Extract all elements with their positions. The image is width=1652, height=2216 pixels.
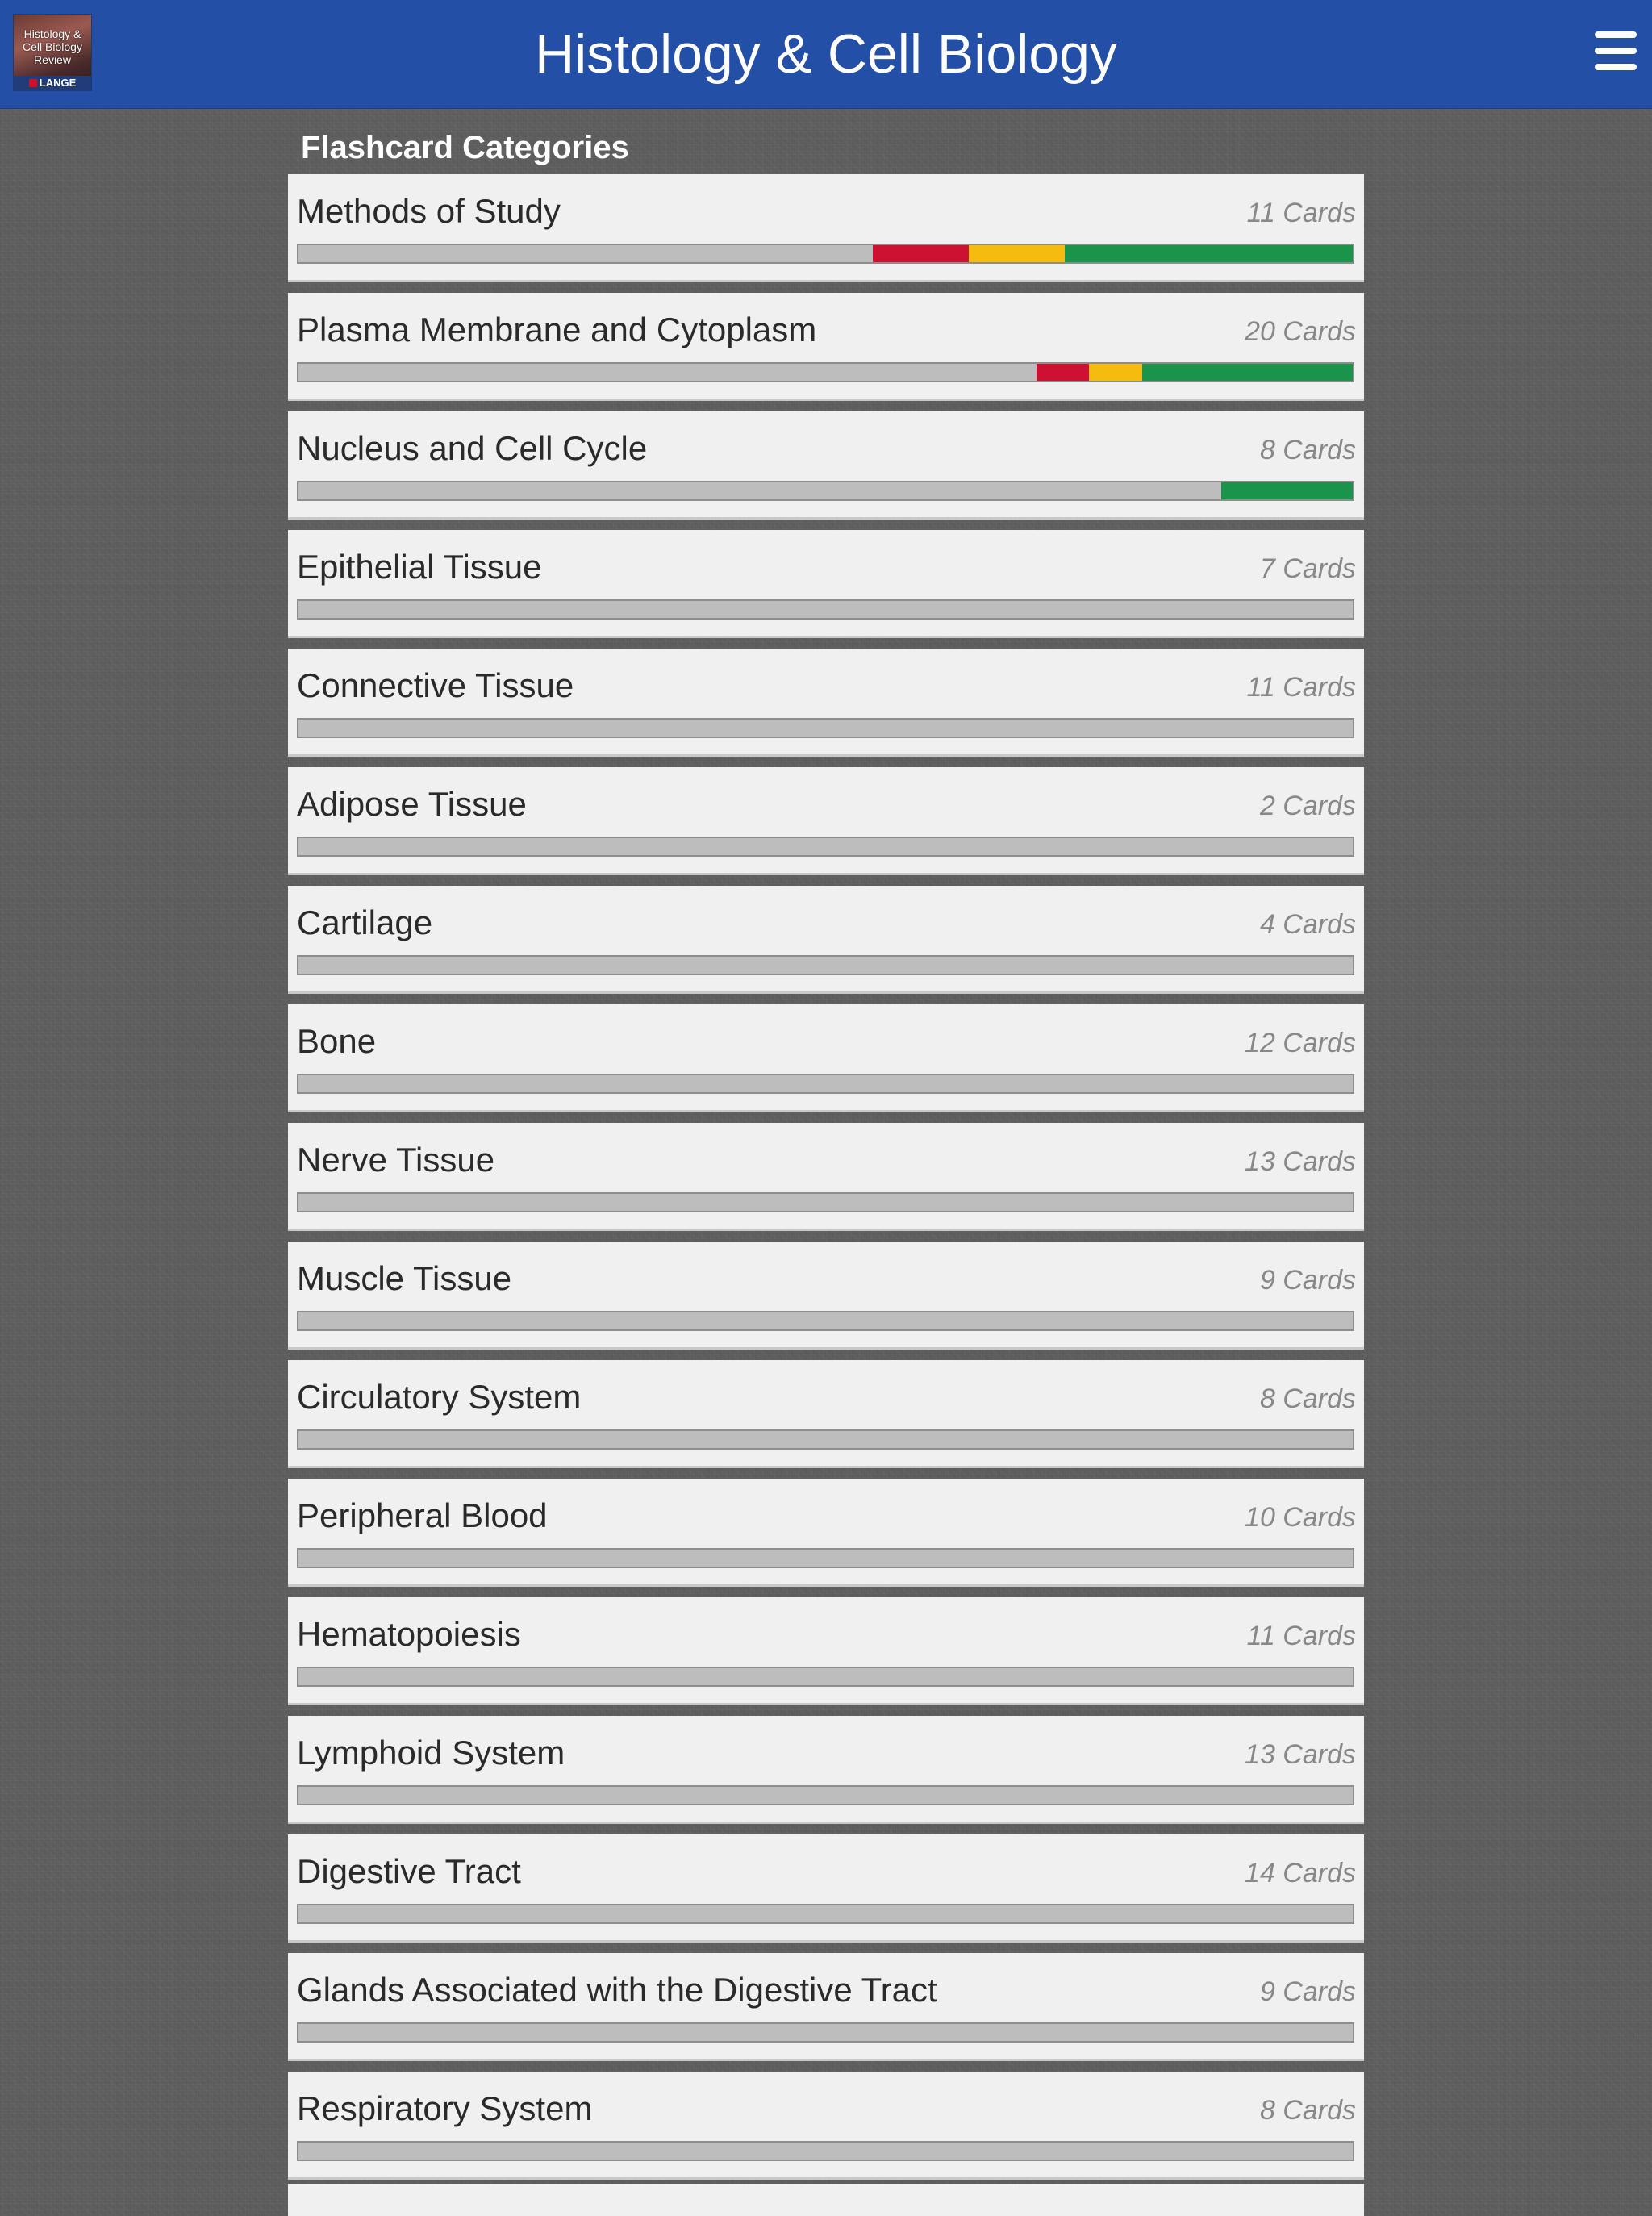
progress-bar	[297, 1429, 1354, 1450]
category-card[interactable]	[288, 1479, 1364, 1587]
category-name: Hematopoiesis	[297, 1615, 521, 1653]
category-card-count: 2 Cards	[1259, 791, 1356, 821]
category-card-count: 8 Cards	[1259, 2095, 1356, 2126]
progress-segment-yellow	[1089, 364, 1141, 381]
category-list	[288, 174, 1364, 2190]
category-card[interactable]	[288, 1953, 1364, 2061]
category-name: Lymphoid System	[297, 1734, 565, 1772]
category-card-count: 9 Cards	[1259, 1265, 1356, 1296]
app-logo[interactable]	[14, 15, 91, 90]
category-card[interactable]	[288, 411, 1364, 520]
category-name: Muscle Tissue	[297, 1259, 512, 1297]
category-card-partial[interactable]	[288, 2184, 1364, 2216]
progress-bar	[297, 1192, 1354, 1212]
lange-mark-icon	[29, 79, 37, 87]
category-card[interactable]	[288, 530, 1364, 638]
progress-bar	[297, 718, 1354, 738]
category-card[interactable]	[288, 886, 1364, 994]
category-card[interactable]	[288, 1834, 1364, 1943]
category-name: Plasma Membrane and Cytoplasm	[297, 311, 817, 348]
progress-bar	[297, 244, 1354, 264]
progress-segment-green	[1065, 245, 1353, 262]
progress-bar	[297, 362, 1354, 382]
category-name: Nerve Tissue	[297, 1141, 495, 1179]
progress-segment-yellow	[969, 245, 1065, 262]
category-card[interactable]	[288, 1716, 1364, 1824]
progress-bar	[297, 2141, 1354, 2161]
category-card-count: 7 Cards	[1259, 553, 1356, 584]
category-name: Methods of Study	[297, 192, 561, 230]
progress-bar	[297, 599, 1354, 620]
category-card-count: 11 Cards	[1246, 672, 1356, 703]
category-name: Cartilage	[297, 904, 433, 941]
category-card-count: 8 Cards	[1259, 435, 1356, 465]
progress-bar	[297, 955, 1354, 975]
progress-segment-red	[1037, 364, 1089, 381]
category-card[interactable]	[288, 767, 1364, 875]
category-card-count: 11 Cards	[1246, 1621, 1356, 1651]
hamburger-menu-icon	[1595, 31, 1637, 38]
category-card[interactable]	[288, 293, 1364, 401]
menu-button[interactable]	[1577, 28, 1652, 80]
progress-bar	[297, 1667, 1354, 1687]
logo-brand-label: LANGE	[39, 77, 77, 89]
category-name: Epithelial Tissue	[297, 548, 542, 586]
hamburger-menu-icon-bar	[1595, 48, 1637, 54]
category-name: Bone	[297, 1022, 377, 1060]
category-name: Connective Tissue	[297, 666, 574, 704]
category-card-count: 13 Cards	[1245, 1146, 1356, 1177]
category-card-count: 14 Cards	[1245, 1858, 1356, 1888]
category-card-count: 4 Cards	[1259, 909, 1356, 940]
progress-segment-green	[1142, 364, 1353, 381]
category-card[interactable]	[288, 2072, 1364, 2180]
category-card[interactable]	[288, 1004, 1364, 1112]
category-card-count: 9 Cards	[1259, 1976, 1356, 2007]
category-card[interactable]	[288, 1123, 1364, 1231]
progress-bar	[297, 481, 1354, 501]
category-card[interactable]	[288, 1360, 1364, 1468]
section-title: Flashcard Categories	[301, 130, 629, 165]
progress-bar	[297, 1904, 1354, 1924]
progress-segment-green	[1221, 482, 1353, 499]
category-name: Digestive Tract	[297, 1852, 521, 1890]
category-card[interactable]	[288, 1597, 1364, 1705]
progress-bar	[297, 2022, 1354, 2043]
category-card-count: 10 Cards	[1245, 1502, 1356, 1533]
progress-bar	[297, 1074, 1354, 1094]
category-card-count: 8 Cards	[1259, 1383, 1356, 1414]
category-card[interactable]	[288, 1242, 1364, 1350]
progress-bar	[297, 837, 1354, 857]
progress-bar	[297, 1548, 1354, 1568]
category-card-count: 20 Cards	[1245, 316, 1356, 347]
category-card[interactable]	[288, 649, 1364, 757]
category-name: Respiratory System	[297, 2089, 593, 2127]
progress-bar	[297, 1785, 1354, 1805]
category-name: Adipose Tissue	[297, 785, 527, 823]
logo-brand	[14, 76, 91, 90]
category-card-count: 11 Cards	[1246, 198, 1356, 228]
progress-segment-red	[873, 245, 969, 262]
app-title: Histology & Cell Biology	[535, 23, 1117, 85]
category-name: Glands Associated with the Digestive Tract	[297, 1971, 937, 2009]
hamburger-menu-icon-bar	[1595, 64, 1637, 70]
progress-bar	[297, 1311, 1354, 1331]
category-card-count: 13 Cards	[1245, 1739, 1356, 1770]
category-name: Nucleus and Cell Cycle	[297, 429, 648, 467]
app-header	[0, 0, 1652, 109]
category-card[interactable]	[288, 174, 1364, 282]
category-name: Peripheral Blood	[297, 1496, 548, 1534]
logo-text: Histology & Cell Biology Review	[23, 27, 82, 66]
category-name: Circulatory System	[297, 1378, 582, 1416]
category-card-count: 12 Cards	[1245, 1028, 1356, 1058]
